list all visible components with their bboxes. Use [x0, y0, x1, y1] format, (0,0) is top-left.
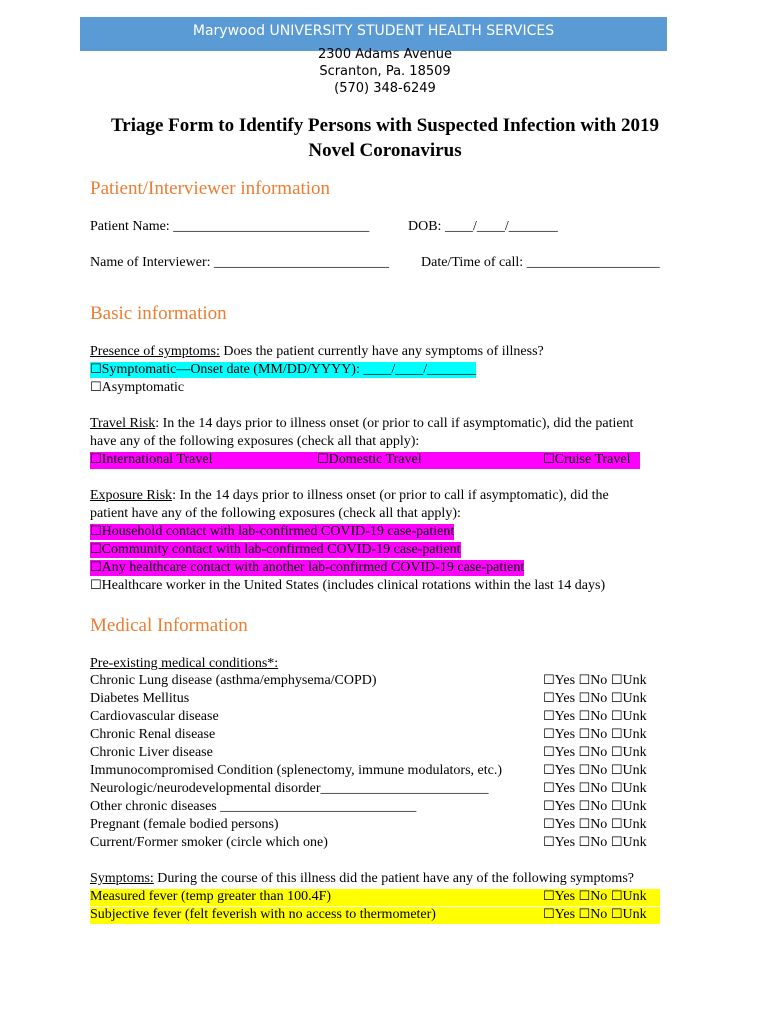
travel-international-label: International Travel — [101, 452, 213, 467]
symptom-label: Measured fever (temp greater than 100.4F) — [90, 889, 332, 904]
unk-label: Unk — [622, 673, 647, 688]
no-label: No — [590, 709, 608, 724]
checkbox-icon[interactable]: ☐ — [543, 673, 555, 688]
exposure-healthcare-worker-label: Healthcare worker in the United States (includes clinical rotations within the last 14 days) — [101, 578, 606, 593]
condition-label: Chronic Renal disease — [90, 727, 216, 742]
patient-section-heading: Patient/Interviewer information — [90, 178, 331, 199]
travel-domestic-option[interactable] — [317, 452, 422, 468]
presence-question — [90, 344, 544, 360]
symptoms-question — [90, 871, 634, 887]
symptomatic-label: Symptomatic—Onset date (MM/DD/YYYY): ____/____/_______ — [101, 362, 477, 377]
checkbox-icon[interactable]: ☐ — [90, 578, 102, 593]
checkbox-icon[interactable]: ☐ — [543, 889, 555, 904]
symptom-label: Subjective fever (felt feverish with no access to thermometer) — [90, 907, 436, 922]
travel-cruise-label: Cruise Travel — [554, 452, 631, 467]
checkbox-icon[interactable]: ☐ — [610, 709, 623, 724]
no-label: No — [590, 835, 608, 850]
checkbox-icon[interactable]: ☐ — [578, 835, 591, 850]
checkbox-icon[interactable]: ☐ — [90, 380, 102, 395]
presence-text: Does the patient currently have any symptoms of illness? — [219, 344, 544, 359]
checkbox-icon[interactable]: ☐ — [90, 362, 102, 377]
checkbox-icon[interactable]: ☐ — [543, 817, 555, 832]
unk-label: Unk — [622, 781, 647, 796]
checkbox-icon[interactable]: ☐ — [543, 781, 555, 796]
checkbox-icon[interactable]: ☐ — [317, 452, 329, 467]
yes-no-unk-group — [543, 709, 647, 725]
symptoms-text: During the course of this illness did the patient have any of the following symptoms? — [153, 871, 634, 886]
unk-label: Unk — [622, 889, 647, 904]
exposure-healthcare-contact-option[interactable] — [90, 560, 524, 576]
exposure-household-option[interactable] — [90, 524, 454, 540]
address-city: Scranton, Pa. 18509 — [319, 64, 451, 79]
asymptomatic-option[interactable] — [90, 380, 184, 396]
checkbox-icon[interactable]: ☐ — [578, 817, 591, 832]
checkbox-icon[interactable]: ☐ — [610, 763, 623, 778]
symptoms-label: Symptoms: — [90, 871, 154, 886]
form-title-line2: Novel Coronavirus — [308, 140, 462, 161]
medical-section-heading: Medical Information — [90, 615, 248, 636]
exposure-risk-text: : In the 14 days prior to illness onset (or prior to call if asymptomatic), did the — [172, 488, 609, 503]
no-label: No — [590, 781, 608, 796]
yes-label: Yes — [554, 781, 576, 796]
checkbox-icon[interactable]: ☐ — [90, 560, 102, 575]
checkbox-icon[interactable]: ☐ — [610, 817, 623, 832]
no-label: No — [590, 727, 608, 742]
unk-label: Unk — [622, 745, 647, 760]
yes-label: Yes — [554, 835, 576, 850]
checkbox-icon[interactable]: ☐ — [543, 763, 555, 778]
condition-label: Current/Former smoker (circle which one) — [90, 835, 328, 850]
exposure-community-option[interactable] — [90, 542, 461, 558]
condition-label: Chronic Lung disease (asthma/emphysema/COPD) — [90, 673, 377, 688]
yes-no-unk-group — [543, 673, 647, 689]
yes-no-unk-group — [543, 817, 647, 833]
yes-label: Yes — [554, 691, 576, 706]
checkbox-icon[interactable]: ☐ — [578, 691, 591, 706]
checkbox-icon[interactable]: ☐ — [578, 673, 591, 688]
no-label: No — [590, 907, 608, 922]
checkbox-icon[interactable]: ☐ — [610, 835, 623, 850]
checkbox-icon[interactable]: ☐ — [578, 709, 591, 724]
exposure-household-label: Household contact with lab-confirmed COVID-19 case-patient — [101, 524, 455, 539]
exposure-healthcare-worker-option[interactable] — [90, 578, 605, 594]
no-label: No — [590, 745, 608, 760]
no-label: No — [590, 673, 608, 688]
travel-international-option[interactable] — [90, 452, 212, 468]
travel-domestic-label: Domestic Travel — [328, 452, 422, 467]
header-banner — [80, 17, 667, 51]
yes-no-unk-group — [543, 727, 647, 743]
yes-label: Yes — [554, 817, 576, 832]
asymptomatic-label: Asymptomatic — [101, 380, 185, 395]
travel-risk-line2: have any of the following exposures (check all that apply): — [90, 434, 420, 449]
exposure-risk-label: Exposure Risk — [90, 488, 173, 503]
checkbox-icon[interactable]: ☐ — [610, 673, 623, 688]
no-label: No — [590, 817, 608, 832]
no-label: No — [590, 799, 608, 814]
basic-section-heading: Basic information — [90, 303, 227, 324]
unk-label: Unk — [622, 817, 647, 832]
no-label: No — [590, 763, 608, 778]
condition-label: Pregnant (female bodied persons) — [90, 817, 279, 832]
patient-name-field[interactable]: Patient Name: ____________________________ — [90, 219, 370, 234]
datetime-field[interactable]: Date/Time of call: ___________________ — [421, 255, 660, 270]
symptomatic-option[interactable] — [90, 362, 476, 378]
yes-no-unk-group — [543, 691, 647, 707]
checkbox-icon[interactable]: ☐ — [543, 745, 555, 760]
yes-label: Yes — [554, 889, 576, 904]
checkbox-icon[interactable]: ☐ — [578, 799, 591, 814]
travel-cruise-option[interactable] — [543, 452, 631, 468]
checkbox-icon[interactable]: ☐ — [543, 835, 555, 850]
checkbox-icon[interactable]: ☐ — [543, 691, 555, 706]
yes-no-unk-group — [543, 907, 647, 923]
unk-label: Unk — [622, 691, 647, 706]
presence-label: Presence of symptoms: — [90, 344, 220, 359]
checkbox-icon[interactable]: ☐ — [578, 763, 591, 778]
checkbox-icon[interactable]: ☐ — [610, 745, 623, 760]
yes-no-unk-group — [543, 799, 647, 815]
unk-label: Unk — [622, 763, 647, 778]
checkbox-icon[interactable]: ☐ — [543, 452, 555, 467]
checkbox-icon[interactable]: ☐ — [578, 781, 591, 796]
checkbox-icon[interactable]: ☐ — [90, 542, 102, 557]
dob-field[interactable]: DOB: ____/____/_______ — [408, 219, 558, 234]
no-label: No — [590, 691, 608, 706]
checkbox-icon[interactable]: ☐ — [578, 907, 591, 922]
interviewer-name-field[interactable]: Name of Interviewer: _________________________ — [90, 255, 389, 270]
yes-label: Yes — [554, 709, 576, 724]
condition-label: Chronic Liver disease — [90, 745, 213, 760]
yes-label: Yes — [554, 745, 576, 760]
unk-label: Unk — [622, 907, 647, 922]
yes-label: Yes — [554, 799, 576, 814]
org-name: Marywood UNIVERSITY STUDENT HEALTH SERVICES — [192, 23, 555, 39]
yes-label: Yes — [554, 673, 576, 688]
checkbox-icon[interactable]: ☐ — [578, 727, 591, 742]
checkbox-icon[interactable]: ☐ — [543, 799, 555, 814]
travel-risk-line1 — [90, 416, 633, 432]
condition-label: Other chronic diseases ____________________________ — [90, 799, 417, 814]
no-label: No — [590, 889, 608, 904]
yes-no-unk-group — [543, 781, 647, 797]
checkbox-icon[interactable]: ☐ — [543, 907, 555, 922]
exposure-healthcare-contact-label: Any healthcare contact with another lab-confirmed COVID-19 case-patient — [101, 560, 525, 575]
yes-no-unk-group — [543, 835, 647, 851]
checkbox-icon[interactable]: ☐ — [90, 524, 102, 539]
unk-label: Unk — [622, 709, 647, 724]
travel-risk-text: : In the 14 days prior to illness onset (or prior to call if asymptomatic), did the patient — [155, 416, 634, 431]
yes-no-unk-group — [543, 745, 647, 761]
checkbox-icon[interactable]: ☐ — [578, 745, 591, 760]
checkbox-icon[interactable]: ☐ — [610, 889, 623, 904]
unk-label: Unk — [622, 799, 647, 814]
phone-number: (570) 348-6249 — [334, 81, 436, 96]
checkbox-icon[interactable]: ☐ — [543, 709, 555, 724]
condition-label: Diabetes Mellitus — [90, 691, 190, 706]
condition-label: Neurologic/neurodevelopmental disorder________________________ — [90, 781, 489, 796]
checkbox-icon[interactable]: ☐ — [543, 727, 555, 742]
checkbox-icon[interactable]: ☐ — [578, 889, 591, 904]
exposure-community-label: Community contact with lab-confirmed COVID-19 case-patient — [101, 542, 461, 557]
yes-no-unk-group — [543, 889, 647, 905]
checkbox-icon[interactable]: ☐ — [610, 907, 623, 922]
travel-risk-label: Travel Risk — [90, 416, 156, 431]
condition-label: Immunocompromised Condition (splenectomy, immune modulators, etc.) — [90, 763, 503, 778]
condition-label: Cardiovascular disease — [90, 709, 219, 724]
unk-label: Unk — [622, 727, 647, 742]
unk-label: Unk — [622, 835, 647, 850]
exposure-risk-line1 — [90, 488, 609, 504]
preexisting-label: Pre-existing medical conditions*: — [90, 656, 279, 671]
checkbox-icon[interactable]: ☐ — [90, 452, 102, 467]
checkbox-icon[interactable]: ☐ — [610, 781, 623, 796]
checkbox-icon[interactable]: ☐ — [610, 727, 623, 742]
yes-no-unk-group — [543, 763, 647, 779]
exposure-risk-line2: patient have any of the following exposures (check all that apply): — [90, 506, 461, 521]
yes-label: Yes — [554, 763, 576, 778]
checkbox-icon[interactable]: ☐ — [610, 691, 623, 706]
checkbox-icon[interactable]: ☐ — [610, 799, 623, 814]
yes-label: Yes — [554, 727, 576, 742]
form-title-line1: Triage Form to Identify Persons with Suspected Infection with 2019 — [111, 115, 659, 136]
yes-label: Yes — [554, 907, 576, 922]
address-street: 2300 Adams Avenue — [318, 47, 452, 62]
